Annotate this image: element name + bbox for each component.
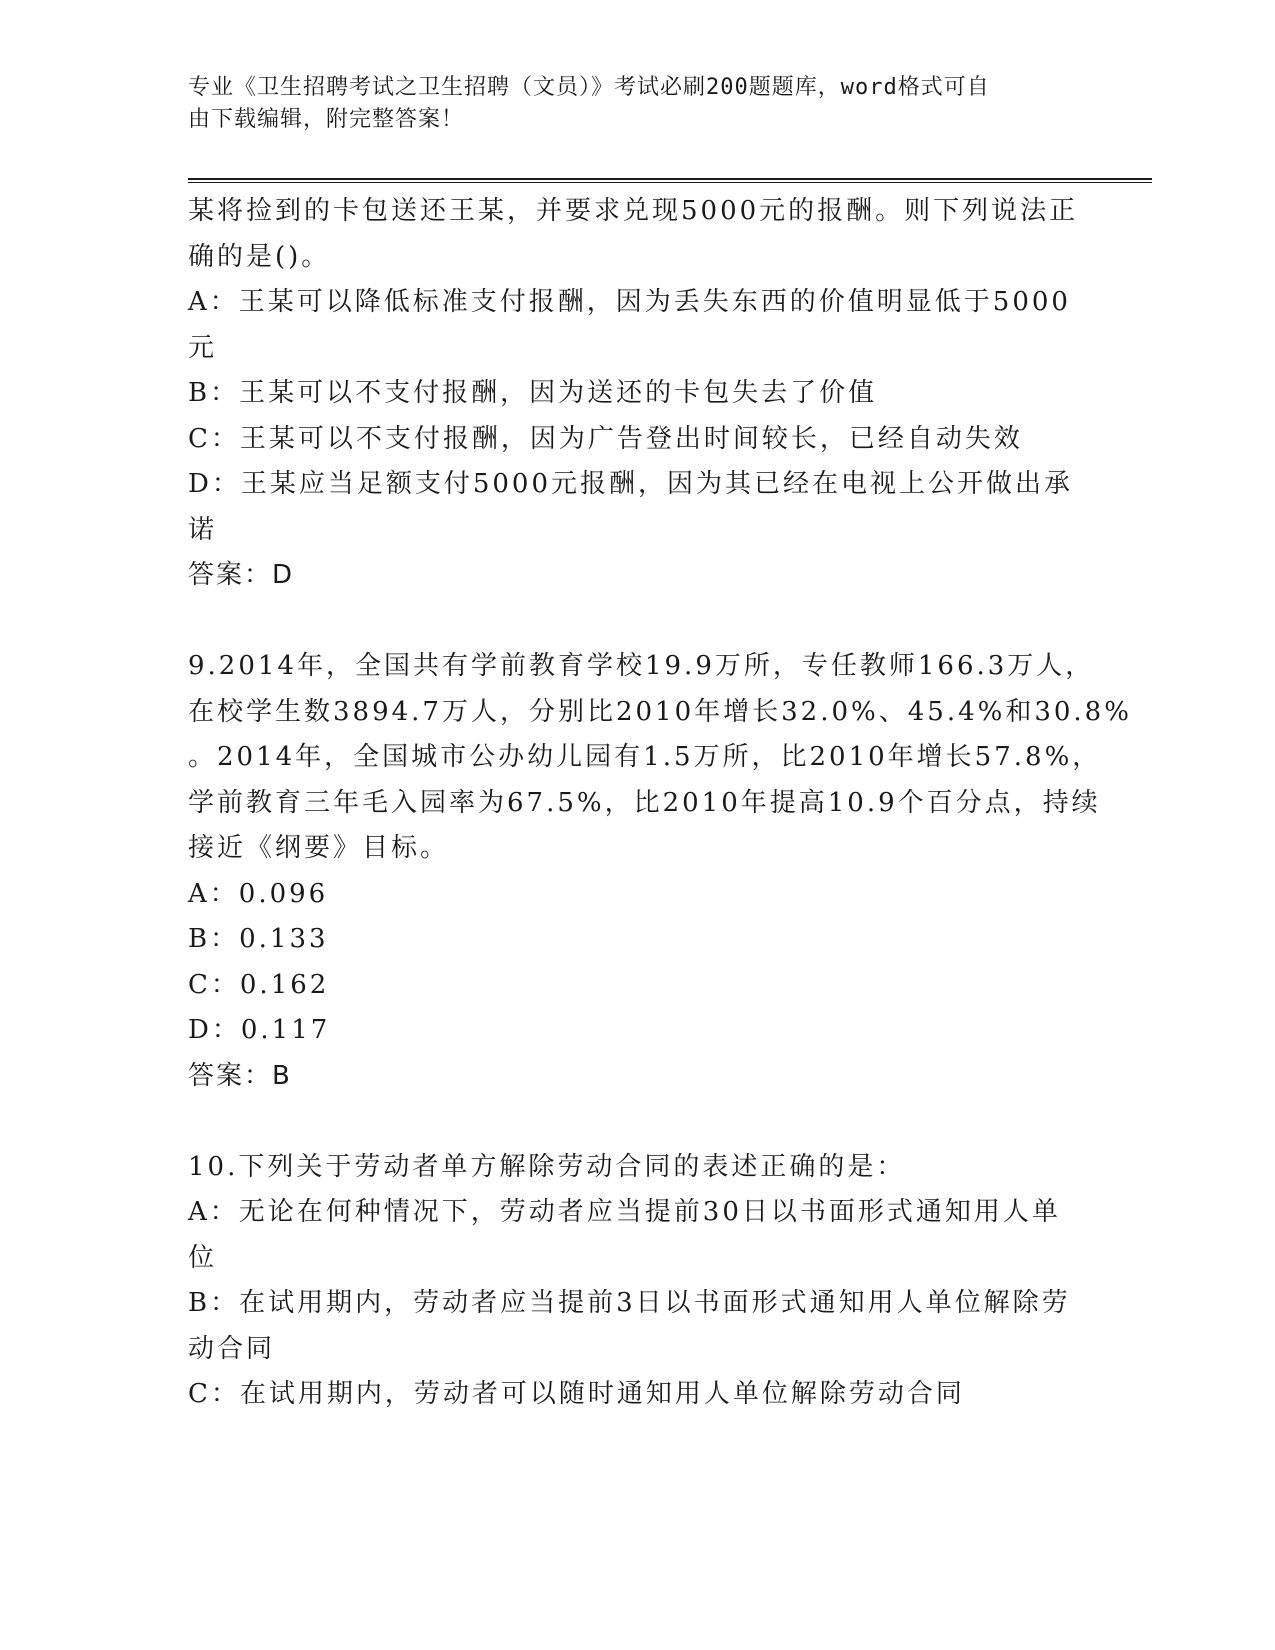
question-10-stem: 10.下列关于劳动者单方解除劳动合同的表述正确的是： [188, 1151, 906, 1182]
question-9-option-d: D：0.117 [188, 1015, 331, 1045]
question-8 [188, 189, 1088, 599]
question-9-stem-line-3: 。2014年，全国城市公办幼儿园有1.5万所，比2010年增长57.8%， [188, 742, 1102, 772]
question-9 [188, 644, 1132, 1099]
question-10-option-b-line-2: 动合同 [188, 1333, 276, 1364]
question-8-stem-line-1: 某将捡到的卡包送还王某，并要求兑现5000元的报酬。则下列说法正 [188, 196, 1079, 226]
question-10-option-a-line-1: A：无论在何种情况下，劳动者应当提前30日以书面形式通知用人单 [188, 1197, 1061, 1227]
question-9-option-c: C：0.162 [188, 969, 330, 1000]
question-10 [188, 1145, 1088, 1418]
spacer [188, 599, 1088, 645]
question-9-stem-line-4: 学前教育三年毛入园率为67.5%，比2010年提高10.9个百分点，持续 [188, 787, 1101, 818]
question-8-option-d-line-1: D：王某应当足额支付5000元报酬，因为其已经在电视上公开做出承 [188, 469, 1074, 499]
header-title-line-2: 由下载编辑，附完整答案！ [188, 107, 465, 132]
question-10-option-b-line-1: B：在试用期内，劳动者应当提前3日以书面形式通知用人单位解除劳 [188, 1288, 1071, 1318]
question-9-stem-line-2: 在校学生数3894.7万人，分别比2010年增长32.0%、45.4%和30.8% [188, 696, 1132, 727]
question-8-option-b: B：王某可以不支付报酬，因为送还的卡包失去了价值 [188, 378, 878, 408]
question-8-stem-line-2: 确的是()。 [188, 241, 331, 272]
question-content [188, 189, 1132, 1418]
question-8-option-c: C：王某可以不支付报酬，因为广告登出时间较长，已经自动失效 [188, 423, 1023, 454]
question-8-answer: 答案：D [188, 560, 295, 590]
question-8-option-d-line-2: 诺 [188, 514, 218, 545]
header-title-line-1: 专业《卫生招聘考试之卫生招聘（文员）》考试必刷200题题库，word格式可自 [188, 75, 990, 100]
question-10-option-a-line-2: 位 [188, 1242, 218, 1273]
question-9-answer: 答案：B [188, 1060, 292, 1091]
question-9-stem-line-5: 接近《纲要》目标。 [188, 833, 450, 863]
header-divider [188, 178, 1152, 183]
document-header [188, 72, 1088, 136]
question-9-stem-line-1: 9.2014年，全国共有学前教育学校19.9万所，专任教师166.3万人， [188, 651, 1095, 681]
question-8-option-a-line-2: 元 [188, 332, 218, 363]
question-10-option-c: C：在试用期内，劳动者可以随时通知用人单位解除劳动合同 [188, 1379, 965, 1409]
question-9-option-a: A：0.096 [188, 878, 329, 909]
question-8-option-a-line-1: A：王某可以降低标准支付报酬，因为丢失东西的价值明显低于5000 [188, 287, 1071, 317]
question-9-option-b: B：0.133 [188, 924, 329, 954]
spacer [188, 1099, 1088, 1145]
